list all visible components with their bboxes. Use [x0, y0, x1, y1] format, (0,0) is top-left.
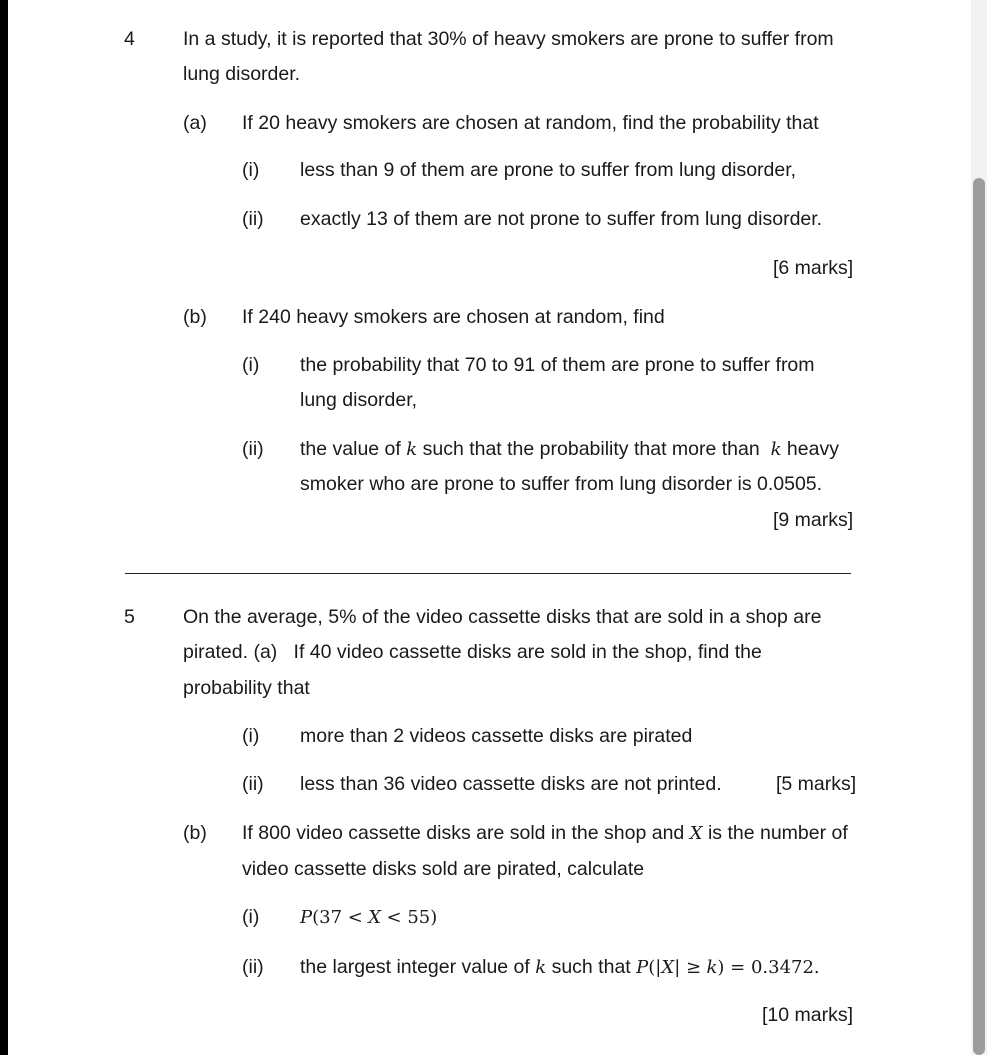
q4b-label: (b): [183, 306, 207, 328]
q5b-line1: If 800 video cassette disks are sold in the shop and X is the number of: [242, 822, 848, 844]
q5b-i-label: (i): [242, 906, 260, 928]
q5a-marks: [5 marks]: [776, 773, 857, 795]
q4b-ii-line1: the value of k such that the probability that more than k heavy: [300, 438, 839, 460]
q5b-ii-label: (ii): [242, 956, 264, 978]
q4-number: 4: [124, 28, 135, 50]
q5b-label: (b): [183, 822, 207, 844]
q5-stem-line3: probability that: [183, 677, 310, 699]
q4a-label: (a): [183, 112, 207, 134]
q4b-i-label: (i): [242, 354, 260, 376]
q5b-i-expr: P(37 < X < 55): [300, 907, 438, 928]
q4b-marks: [9 marks]: [773, 509, 854, 531]
q5a-ii-label: (ii): [242, 773, 264, 795]
q4b-ii-line2: smoker who are prone to suffer from lung disorder is 0.0505.: [300, 473, 823, 495]
q4b-i-line2: lung disorder,: [300, 389, 418, 411]
q5a-i-label: (i): [242, 725, 260, 747]
q5b-marks: [10 marks]: [762, 1004, 854, 1026]
q5-stem-line2: pirated. (a) If 40 video cassette disks are sold in the shop, find the: [183, 641, 762, 663]
scrollbar[interactable]: [971, 0, 987, 1055]
q4a-marks: [6 marks]: [773, 257, 854, 279]
q5-number: 5: [124, 606, 135, 628]
scrollbar-thumb[interactable]: [973, 178, 985, 1055]
q4-stem-line1: In a study, it is reported that 30% of heavy smokers are prone to suffer from: [183, 28, 834, 50]
q4a-text: If 20 heavy smokers are chosen at random, find the probability that: [242, 112, 819, 134]
q4b-i-line1: the probability that 70 to 91 of them are prone to suffer from: [300, 354, 815, 376]
q5b-line2: video cassette disks sold are pirated, calculate: [242, 858, 645, 880]
section-divider: [125, 573, 851, 574]
q4a-i-text: less than 9 of them are prone to suffer from lung disorder,: [300, 159, 797, 181]
q4a-i-label: (i): [242, 159, 260, 181]
q4b-text: If 240 heavy smokers are chosen at random, find: [242, 306, 665, 328]
q4b-ii-label: (ii): [242, 438, 264, 460]
q4-stem-line2: lung disorder.: [183, 63, 301, 85]
q5b-ii-text: the largest integer value of k such that P(|X| ≥ k) = 0.3472.: [300, 956, 820, 978]
q5a-i-text: more than 2 videos cassette disks are pirated: [300, 725, 693, 747]
q4a-ii-label: (ii): [242, 208, 264, 230]
q4a-ii-text: exactly 13 of them are not prone to suffer from lung disorder.: [300, 208, 823, 230]
q5-stem-line1: On the average, 5% of the video cassette disks that are sold in a shop are: [183, 606, 822, 628]
q5a-ii-text: less than 36 video cassette disks are not printed.: [300, 773, 722, 795]
